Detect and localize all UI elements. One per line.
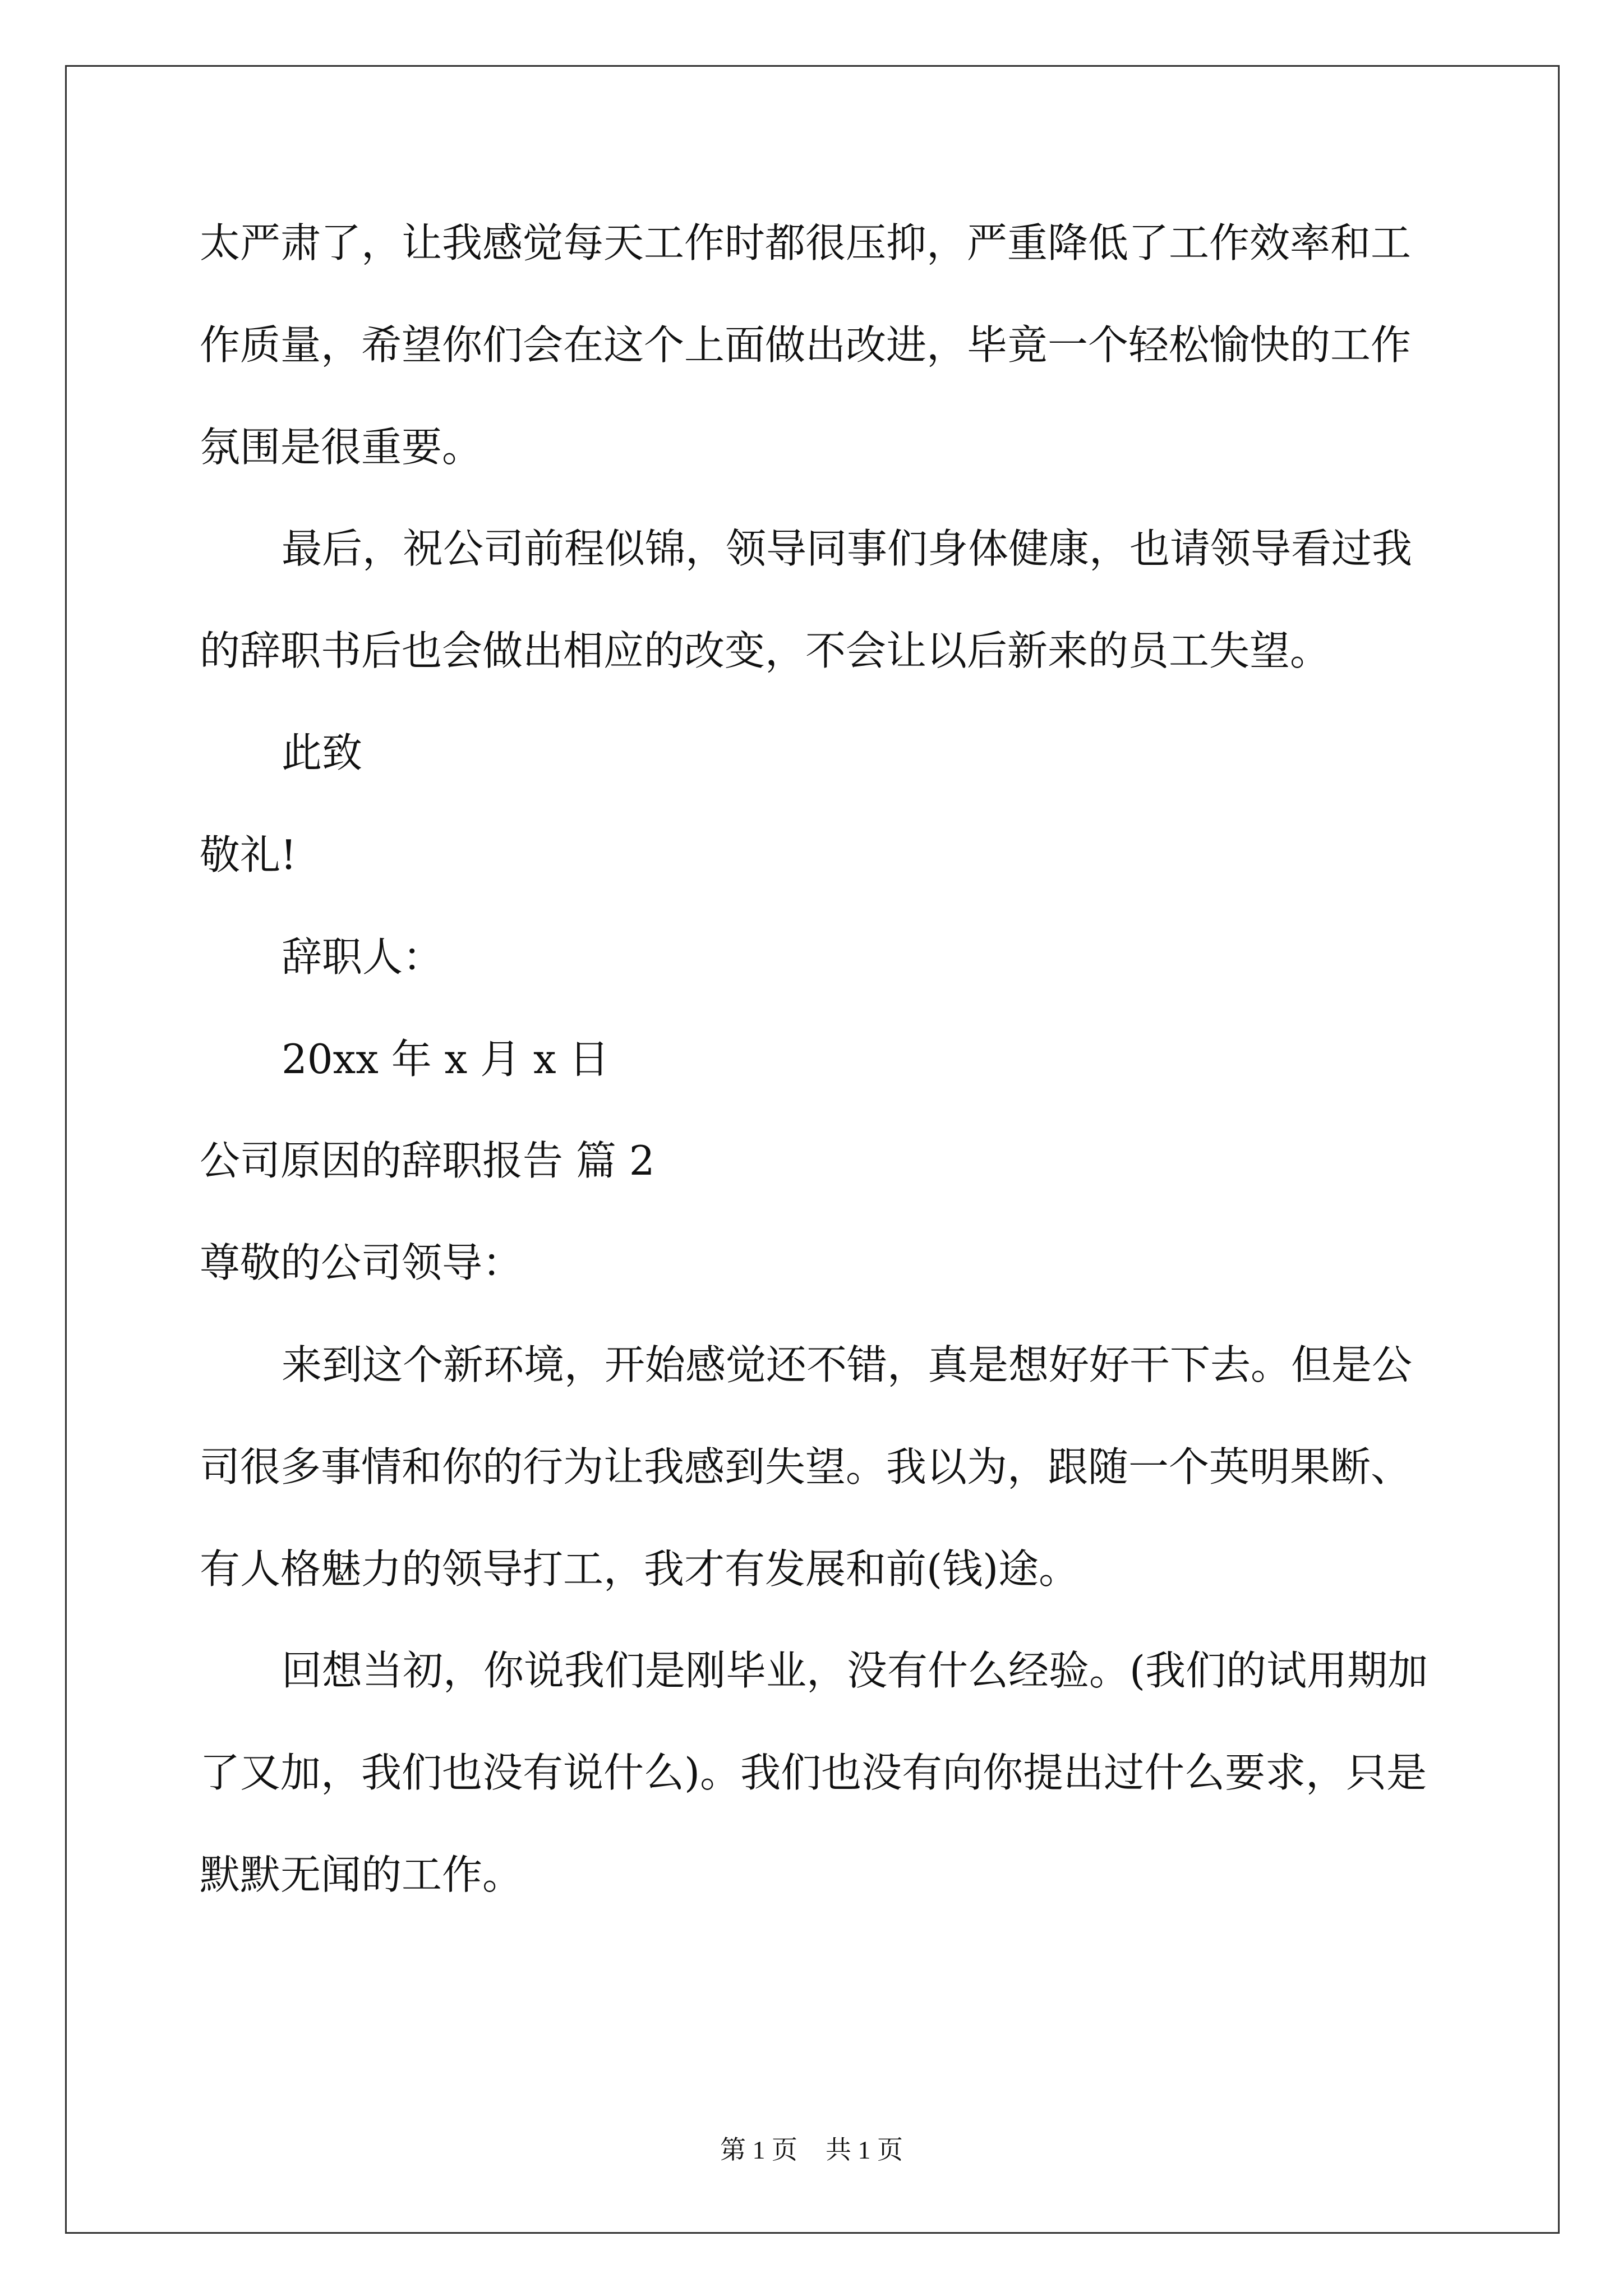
body-line: 默默无闻的工作。	[200, 1851, 523, 1898]
body-line: 太严肃了，让我感觉每天工作时都很压抑，严重降低了工作效率和工	[200, 219, 1412, 266]
body-line: 了又加，我们也没有说什么)。我们也没有向你提出过什么要求，只是	[200, 1749, 1427, 1796]
page-number: 第 1 页	[720, 2136, 797, 2164]
body-line: 有人格魅力的领导打工，我才有发展和前(钱)途。	[200, 1545, 1080, 1593]
page-total: 共 1 页	[826, 2136, 903, 2164]
body-line: 司很多事情和你的行为让我感到失望。我以为，跟随一个英明果断、	[200, 1443, 1412, 1490]
signature-label: 辞职人：	[282, 933, 444, 981]
page-footer	[0, 2133, 1623, 2167]
section-heading: 公司原因的辞职报告 篇 2	[200, 1137, 655, 1184]
letter-greeting: 尊敬的公司领导：	[200, 1239, 523, 1286]
body-line: 回想当初，你说我们是刚毕业，没有什么经验。(我们的试用期加	[282, 1647, 1428, 1694]
body-line: 的辞职书后也会做出相应的改变，不会让以后新来的员工失望。	[200, 627, 1331, 674]
body-line: 氛围是很重要。	[200, 424, 483, 471]
closing-regards: 敬礼!	[200, 831, 297, 878]
body-line: 最后，祝公司前程似锦，领导同事们身体健康，也请领导看过我	[282, 525, 1413, 572]
body-line: 来到这个新环境，开始感觉还不错，真是想好好干下去。但是公	[282, 1341, 1413, 1388]
date-line: 20xx 年 x 月 x 日	[282, 1036, 610, 1083]
body-line: 作质量，希望你们会在这个上面做出改进，毕竟一个轻松愉快的工作	[200, 321, 1412, 369]
closing-salutation: 此致	[282, 729, 363, 776]
